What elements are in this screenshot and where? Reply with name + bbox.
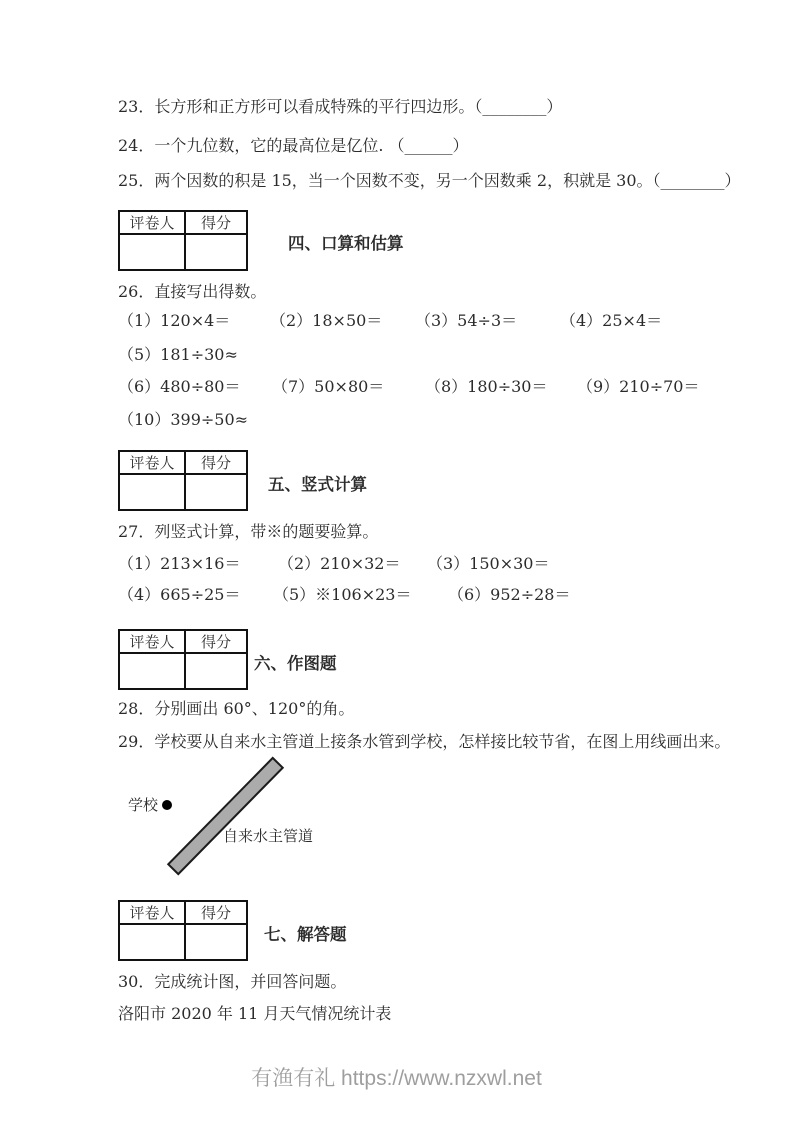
q27-item-4: （4）665÷25＝	[118, 585, 241, 604]
section-title-4: 四、口算和估算	[288, 234, 404, 253]
score-header-cell: 得分	[185, 451, 247, 474]
water-main-pipe-label: 自来水主管道	[223, 827, 314, 845]
q26-item-8: （8）180÷30＝	[425, 377, 548, 396]
grader-header-cell: 评卷人	[119, 451, 185, 474]
q26-item-4: （4）25×4＝	[560, 311, 663, 330]
water-main-pipe	[167, 757, 284, 876]
grader-blank-cell	[119, 924, 185, 960]
section-title-6: 六、作图题	[254, 654, 337, 673]
score-blank-cell	[185, 924, 247, 960]
grader-blank-cell	[119, 474, 185, 510]
grader-blank-cell	[119, 653, 185, 689]
score-header-cell: 得分	[185, 630, 247, 653]
school-label: 学校	[128, 796, 159, 814]
q26-item-10: （10）399÷50≈	[118, 410, 249, 429]
question-29: 29．学校要从自来水主管道上接条水管到学校，怎样接比较节省，在图上用线画出来。	[118, 732, 731, 751]
question-26-prompt: 26．直接写出得数。	[118, 282, 267, 301]
school-point	[128, 794, 172, 815]
grading-table-section-6	[118, 629, 248, 690]
q26-item-7: （7）50×80＝	[272, 377, 385, 396]
grader-header-cell: 评卷人	[119, 630, 185, 653]
q27-item-1: （1）213×16＝	[118, 554, 241, 573]
q26-item-2: （2）18×50＝	[270, 311, 383, 330]
q27-item-5: （5）※106×23＝	[273, 585, 412, 604]
q26-item-3: （3）54÷3＝	[415, 311, 518, 330]
grader-header-cell: 评卷人	[119, 901, 185, 924]
q27-item-6: （6）952÷28＝	[448, 585, 571, 604]
question-28: 28．分别画出 60°、120°的角。	[118, 699, 355, 718]
footer-credit: 有渔有礼 https://www.nzxwl.net	[251, 1067, 542, 1090]
grading-table-section-7	[118, 900, 248, 961]
score-blank-cell	[185, 234, 247, 270]
school-point-marker	[162, 800, 172, 810]
q26-item-5: （5）181÷30≈	[118, 345, 238, 364]
grading-table-section-4	[118, 210, 248, 271]
score-blank-cell	[185, 653, 247, 689]
score-blank-cell	[185, 474, 247, 510]
grading-table-section-5	[118, 450, 248, 511]
section-title-7: 七、解答题	[264, 925, 347, 944]
q26-item-1: （1）120×4＝	[118, 311, 231, 330]
question-23: 23．长方形和正方形可以看成特殊的平行四边形。（________）	[118, 97, 563, 116]
question-27-prompt: 27．列竖式计算，带※的题要验算。	[118, 522, 379, 541]
score-header-cell: 得分	[185, 901, 247, 924]
score-header-cell: 得分	[185, 211, 247, 234]
question-25: 25．两个因数的积是 15，当一个因数不变，另一个因数乘 2，积就是 30。（________）	[118, 171, 741, 190]
q26-item-6: （6）480÷80＝	[118, 377, 241, 396]
section-title-5: 五、竖式计算	[268, 475, 367, 494]
grader-blank-cell	[119, 234, 185, 270]
q27-item-2: （2）210×32＝	[278, 554, 401, 573]
q26-item-9: （9）210÷70＝	[577, 377, 700, 396]
question-24: 24．一个九位数，它的最高位是亿位. （______）	[118, 136, 469, 155]
grader-header-cell: 评卷人	[119, 211, 185, 234]
question-30-table-title: 洛阳市 2020 年 11 月天气情况统计表	[118, 1004, 392, 1023]
q27-item-3: （3）150×30＝	[427, 554, 550, 573]
question-30: 30．完成统计图，并回答问题。	[118, 972, 347, 991]
